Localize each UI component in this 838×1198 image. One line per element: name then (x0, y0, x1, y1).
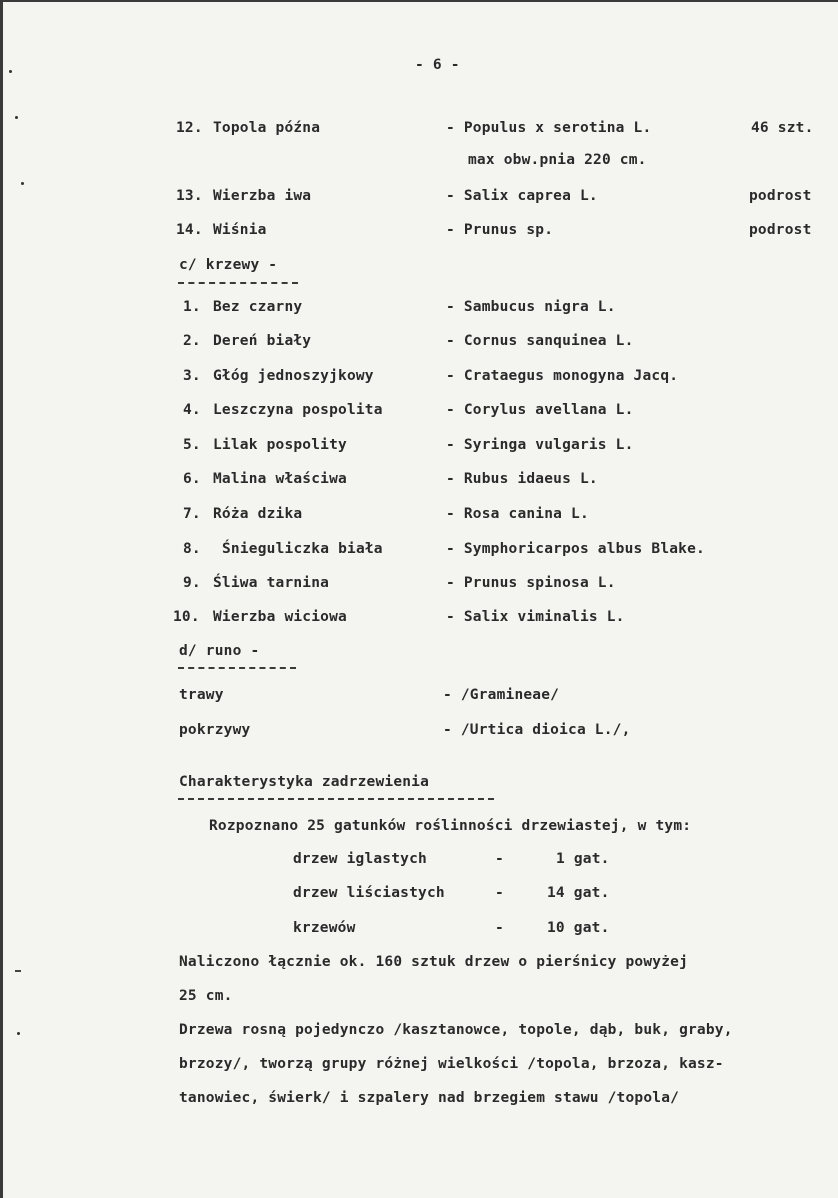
list-item-note: podrost (749, 222, 812, 238)
count-value: 10 gat. (547, 920, 610, 936)
margin-mark (15, 970, 21, 972)
list-item-latin-name: - Crataegus monogyna Jacq. (446, 368, 679, 384)
margin-mark (15, 116, 18, 119)
count-label: drzew liściastych (293, 885, 445, 901)
count-dash: - (495, 920, 504, 936)
list-item-number: 9. (183, 575, 201, 591)
list-item-polish-name: pokrzywy (179, 722, 251, 738)
list-item-latin-name: - Cornus sanquinea L. (446, 333, 634, 349)
list-item-number: 13. (176, 188, 203, 204)
list-item-polish-name: Topola późna (213, 120, 321, 136)
list-item-latin-name: - /Gramineae/ (443, 687, 560, 703)
heading-underline (178, 282, 298, 284)
heading-underline (178, 798, 494, 800)
list-item-polish-name: Dereń biały (213, 333, 312, 349)
paragraph-line: 25 cm. (179, 988, 233, 1004)
list-item-subnote: max obw.pnia 220 cm. (468, 152, 647, 168)
margin-mark (17, 1032, 20, 1035)
list-item-number: 12. (176, 120, 203, 136)
count-dash: - (495, 851, 504, 867)
list-item-latin-name: - Symphoricarpos albus Blake. (446, 541, 705, 557)
list-item-note: 46 szt. (751, 120, 814, 136)
list-item-polish-name: Lilak pospolity (213, 437, 347, 453)
paragraph-line: Drzewa rosną pojedynczo /kasztanowce, topole, dąb, buk, graby, (179, 1022, 733, 1038)
section-heading: Charakterystyka zadrzewienia (179, 774, 430, 790)
list-item-latin-name: - Syringa vulgaris L. (446, 437, 634, 453)
list-item-polish-name: Śliwa tarnina (213, 575, 330, 591)
list-item-latin-name: - Salix viminalis L. (446, 609, 625, 625)
list-item-polish-name: Bez czarny (213, 299, 303, 315)
list-item-number: 3. (183, 368, 201, 384)
list-item-latin-name: - /Urtica dioica L./, (443, 722, 631, 738)
list-item-latin-name: - Prunus spinosa L. (446, 575, 616, 591)
list-item-number: 1. (183, 299, 201, 315)
list-item-latin-name: - Sambucus nigra L. (446, 299, 616, 315)
margin-mark (9, 70, 12, 73)
list-item-polish-name: Malina właściwa (213, 471, 347, 487)
list-item-polish-name: Wierzba iwa (213, 188, 312, 204)
list-item-polish-name: Śnieguliczka biała (222, 541, 383, 557)
list-item-number: 10. (173, 609, 200, 625)
page-number: - 6 - (415, 57, 460, 73)
shrubs-heading: c/ krzewy - (179, 257, 278, 273)
count-value: 1 gat. (556, 851, 610, 867)
heading-underline (178, 667, 296, 669)
paragraph-line: tanowiec, świerk/ i szpalery nad brzegiem stawu /topola/ (179, 1090, 680, 1106)
list-item-polish-name: Wierzba wiciowa (213, 609, 347, 625)
undergrowth-heading: d/ runo - (179, 643, 260, 659)
list-item-latin-name: - Corylus avellana L. (446, 402, 634, 418)
paragraph-line: Naliczono łącznie ok. 160 sztuk drzew o pierśnicy powyżej (179, 954, 688, 970)
list-item-polish-name: Wiśnia (213, 222, 267, 238)
list-item-latin-name: - Rubus idaeus L. (446, 471, 598, 487)
count-label: drzew iglastych (293, 851, 427, 867)
list-item-number: 2. (183, 333, 201, 349)
count-dash: - (495, 885, 504, 901)
list-item-polish-name: trawy (179, 687, 224, 703)
list-item-number: 14. (176, 222, 203, 238)
list-item-note: podrost (749, 188, 812, 204)
list-item-number: 4. (183, 402, 201, 418)
list-item-latin-name: - Rosa canina L. (446, 506, 589, 522)
count-label: krzewów (293, 920, 356, 936)
intro-text: Rozpoznano 25 gatunków roślinności drzewiastej, w tym: (209, 818, 692, 834)
margin-mark (21, 182, 24, 185)
list-item-number: 6. (183, 471, 201, 487)
count-value: 14 gat. (547, 885, 610, 901)
list-item-number: 5. (183, 437, 201, 453)
list-item-polish-name: Głóg jednoszyjkowy (213, 368, 374, 384)
list-item-number: 7. (183, 506, 201, 522)
list-item-polish-name: Leszczyna pospolita (213, 402, 383, 418)
list-item-number: 8. (183, 541, 201, 557)
list-item-latin-name: - Prunus sp. (446, 222, 554, 238)
list-item-latin-name: - Salix caprea L. (446, 188, 598, 204)
list-item-polish-name: Róża dzika (213, 506, 303, 522)
paragraph-line: brzozy/, tworzą grupy różnej wielkości /topola, brzoza, kasz- (179, 1056, 724, 1072)
list-item-latin-name: - Populus x serotina L. (446, 120, 652, 136)
